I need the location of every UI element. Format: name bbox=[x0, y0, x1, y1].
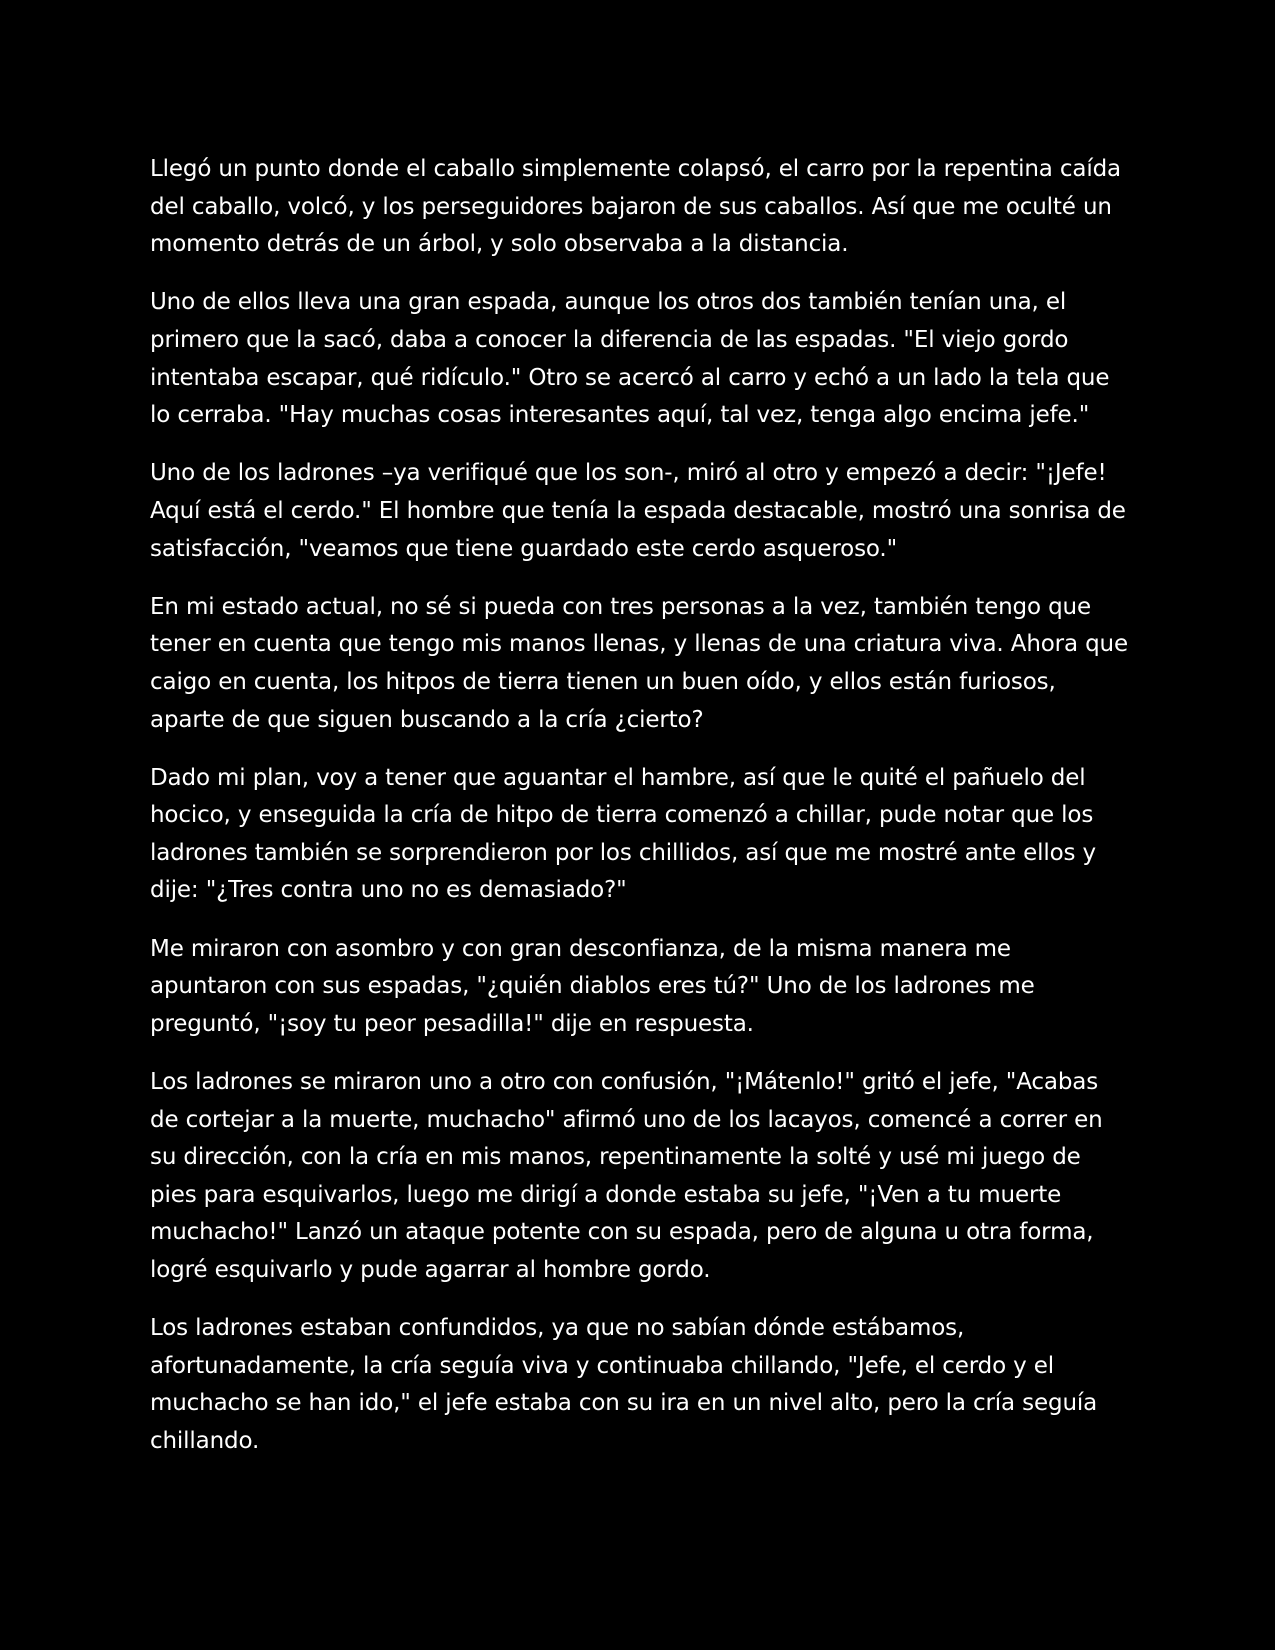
paragraph-4: En mi estado actual, no sé si pueda con tres personas a la vez, también tengo que tener en cuenta que tengo mis manos llenas, y llenas de una criatura viva. Ahora que caigo en cuenta, los hitpos de tierra tienen un buen oído, y ellos están furiosos, aparte de que siguen buscando a la cría ¿cierto? bbox=[150, 593, 1128, 733]
paragraph-5: Dado mi plan, voy a tener que aguantar el hambre, así que le quité el pañuelo del hocico, y enseguida la cría de hitpo de tierra comenzó a chillar, pude notar que los ladrones también se sorprendieron por los chillidos, así que me mostré ante ellos y dije: "¿Tres contra uno no es demasiado?" bbox=[150, 764, 1096, 904]
paragraph-1: Llegó un punto donde el caballo simplemente colapsó, el carro por la repentina caída del caballo, volcó, y los perseguidores bajaron de sus caballos. Así que me oculté un momento detrás de un árbol, y solo observaba a la distancia. bbox=[150, 156, 1121, 258]
paragraph-6: Me miraron con asombro y con gran desconfianza, de la misma manera me apuntaron con sus espadas, "¿quién diablos eres tú?" Uno de los ladrones me preguntó, "¡soy tu peor pesadilla!" dije en respuesta. bbox=[150, 935, 1035, 1037]
document-page bbox=[150, 151, 1130, 1481]
paragraph-8: Los ladrones estaban confundidos, ya que no sabían dónde estábamos, afortunadamente, la cría seguía viva y continuaba chillando, "Jefe, el cerdo y el muchacho se han ido," el jefe estaba con su ira en un nivel alto, pero la cría seguía chillando. bbox=[150, 1315, 1098, 1454]
paragraph-3: Uno de los ladrones –ya verifiqué que los son-, miró al otro y empezó a decir: "¡Jefe! Aquí está el cerdo." El hombre que tenía la espada destacable, mostró una sonrisa de satisfacción, "veamos que tiene guardado este cerdo asqueroso." bbox=[150, 460, 1126, 562]
paragraph-7: Los ladrones se miraron uno a otro con confusión, "¡Mátenlo!" gritó el jefe, "Acabas de cortejar a la muerte, muchacho" afirmó uno de los lacayos, comencé a correr en su dirección, con la cría en mis manos, repentinamente la solté y usé mi juego de pies para esquivarlos, luego me dirigí a donde estaba su jefe, "¡Ven a tu muerte muchacho!" Lanzó un ataque potente con su espada, pero de alguna u otra forma, logré esquivarlo y pude agarrar al hombre gordo. bbox=[150, 1069, 1103, 1283]
paragraph-2: Uno de ellos lleva una gran espada, aunque los otros dos también tenían una, el primero que la sacó, daba a conocer la diferencia de las espadas. "El viejo gordo intentaba escapar, qué ridículo." Otro se acercó al carro y echó a un lado la tela que lo cerraba. "Hay muchas cosas interesantes aquí, tal vez, tenga algo encima jefe." bbox=[150, 289, 1110, 429]
